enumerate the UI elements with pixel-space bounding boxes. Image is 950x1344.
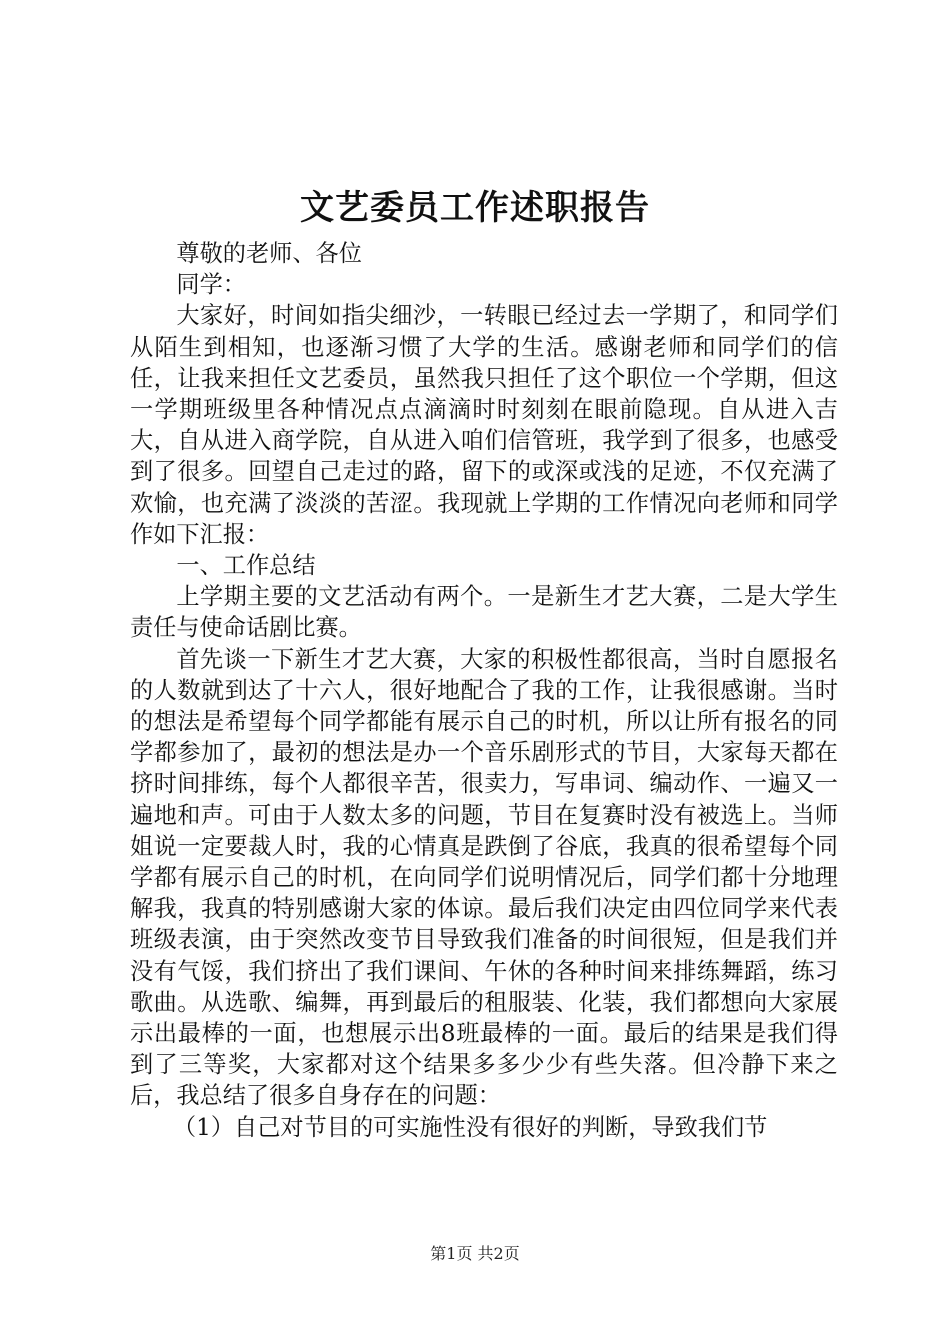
problem-item-1: （1）自己对节目的可实施性没有很好的判断，导致我们节 [172, 1113, 768, 1141]
document-title: 文艺委员工作述职报告 [300, 188, 650, 228]
intro-paragraph: 大家好，时间如指尖细沙，一转眼已经过去一学期了，和同学们从陌生到相知，也逐渐习惯了大学的生活。感谢老师和同学们的信任，让我来担任文艺委员，虽然我只担任了这个职位一个学期，但这一学期班级里各种情况点点滴滴时时刻刻在眼前隐现。自从进入吉大，自从进入商学院，自从进入咱们信管班，我学到了很多，也感受到了很多。回望自己走过的路，留下的或深或浅的足迹，不仅充满了欢愉，也充满了淡淡的苦涩。我现就上学期的工作情况向老师和同学作如下汇报： [130, 302, 838, 548]
salutation-line-2: 同学： [176, 271, 246, 299]
section-heading-work-summary: 一、工作总结 [176, 552, 316, 580]
salutation-line-1: 尊敬的老师、各位 [176, 240, 362, 267]
activities-paragraph: 上学期主要的文艺活动有两个。一是新生才艺大赛，二是大学生责任与使命话剧比赛。 [130, 583, 838, 642]
document-body [130, 238, 838, 1143]
page-number: 第1页 共2页 [430, 1244, 520, 1263]
talent-contest-paragraph: 首先谈一下新生才艺大赛，大家的积极性都很高，当时自愿报名的人数就到达了十六人，很好地配合了我的工作，让我很感谢。当时的想法是希望每个同学都能有展示自己的时机，所以让所有报名的同学都参加了，最初的想法是办一个音乐剧形式的节目，大家每天都在挤时间排练，每个人都很辛苦，很卖力，写串词、编动作、一遍又一遍地和声。可由于人数太多的问题，节目在复赛时没有被选上。当师姐说一定要裁人时，我的心情真是跌倒了谷底，我真的很希望每个同学都有展示自己的时机，在向同学们说明情况后，同学们都十分地理解我，我真的特别感谢大家的体谅。最后我们决定由四位同学来代表班级表演，由于突然改变节目导致我们准备的时间很短，但是我们并没有气馁，我们挤出了我们课间、午休的各种时间来排练舞蹈，练习歌曲。从选歌、编舞，再到最后的租服装、化装，我们都想向大家展示出最棒的一面，也想展示出8班最棒的一面。最后的结果是我们得到了三等奖，大家都对这个结果多多少少有些失落。但冷静下来之后，我总结了很多自身存在的问题： [130, 645, 838, 1110]
